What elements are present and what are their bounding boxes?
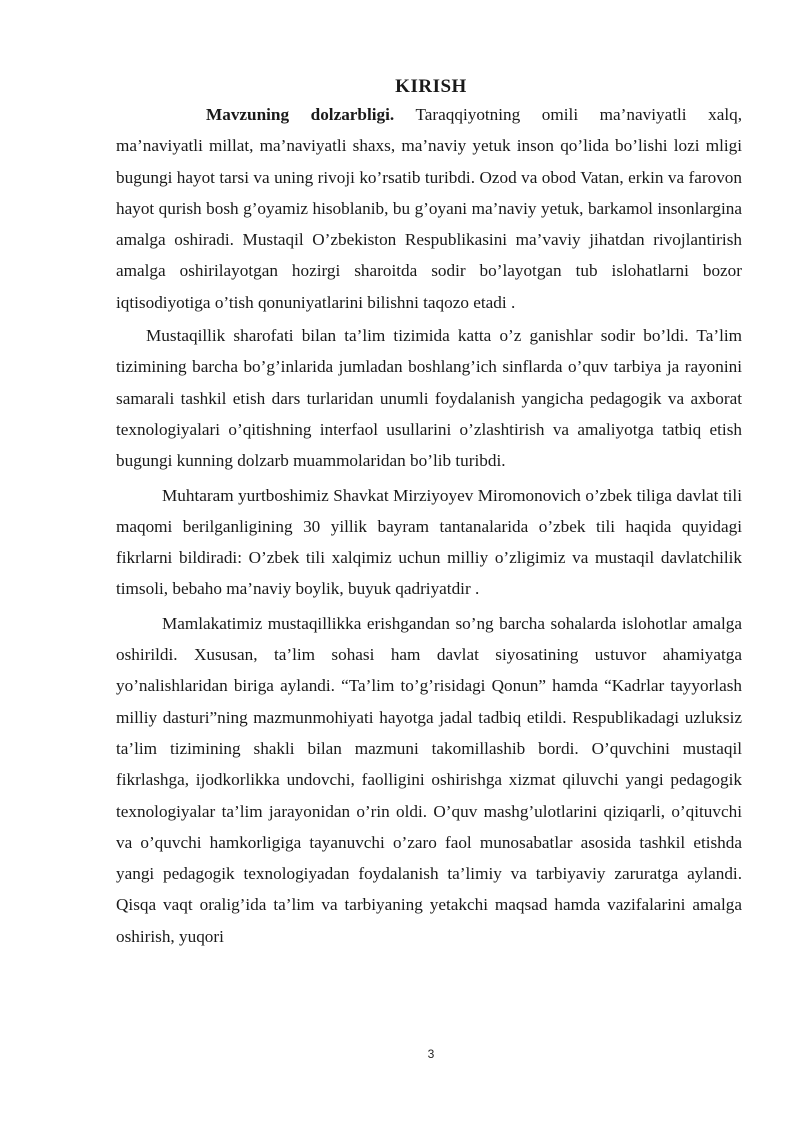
paragraph-intro xyxy=(116,99,742,318)
paragraph-independence: Mustaqillik sharofati bilan ta’lim tizimida katta o’z ganishlar sodir bo’ldi. Ta’lim tizimining barcha bo’g’inlarida jumladan boshlang’ich sinflarda o’quv tarbiya ja rayonini samarali tashkil etish dars turlaridan unumli foydalanish yangicha pedagogik va axborat texnologiyalari o’qitishning interfaol usullarini o’zlashtirish va amaliyotga tatbiq etish bugungi kunning dolzarb muammolaridan bo’lib turibdi. xyxy=(116,326,742,471)
paragraph-text: Taraqqiyotning omili ma’naviyatli xalq, ma’naviyatli millat, ma’naviyatli shaxs, ma’naviy yetuk inson qo’lida bo’lishi lozi mligi bugungi hayot tarsi va uning rivoji ko’rsatib turibdi. Ozod va obod Vatan, erkin va farovon hayot qurish bosh g’oyamiz hisoblanib, bu g’oyani ma’naviy yetuk, barkamol insonlargina amalga oshiradi. Mustaqil O’zbekiston Respublikasini ma’vaviy jihatdan rivojlantirish amalga oshirilayotgan hozirgi sharoitda sodir bo’layotgan tub islohatlarni bozor iqtisodiyotiga o’tish qonuniyatlarini bilishni taqozo etadi . xyxy=(116,105,742,312)
section-lead: Mavzuning dolzarbligi. xyxy=(206,105,395,124)
document-body xyxy=(116,99,742,952)
page-number: 3 xyxy=(427,1047,435,1061)
page-title: KIRISH xyxy=(395,76,467,97)
paragraph-reforms: Mamlakatimiz mustaqillikka erishgandan so’ng barcha sohalarda islohotlar amalga oshirildi. Xususan, ta’lim sohasi ham davlat siyosatining ustuvor ahamiyatga yo’nalishlaridan biriga aylandi. “Ta’lim to’g’risidagi Qonun” hamda “Kadrlar tayyorlash milliy dasturi”ning mazmunmohiyati hayotga jadal tadbiq etildi. Respublikadagi uzluksiz ta’lim tizimining shakli bilan mazmuni takomillashib bordi. O’quvchini mustaqil fikrlashga, ijodkorlikka undovchi, faolligini oshirishga xizmat qiluvchi yangi pedagogik texnologiyalar ta’lim jarayonidan o’rin oldi. O’quv mashg’ulotlarini qiziqarli, o’qituvchi va o’quvchi hamkorligiga tayanuvchi o’zaro faol munosabatlar asosida tashkil etishda yangi pedagogik texnologiyadan foydalanish ta’limiy va tarbiyaviy zaruratga aylandi. Qisqa vaqt oralig’ida ta’lim va tarbiyaning yetakchi maqsad hamda vazifalarini amalga oshirish, yuqori xyxy=(116,613,742,946)
paragraph-president-quote: Muhtaram yurtboshimiz Shavkat Mirziyoyev Miromonovich o’zbek tiliga davlat tili maqomi berilganligining 30 yillik bayram tantanalarida o’zbek tili haqida quyidagi fikrlarni bildiradi: O’zbek tili xalqimiz uchun milliy o’zligimiz va mustaqil davlatchilik timsoli, bebaho ma’naviy boylik, buyuk qadriyatdir . xyxy=(116,485,742,599)
